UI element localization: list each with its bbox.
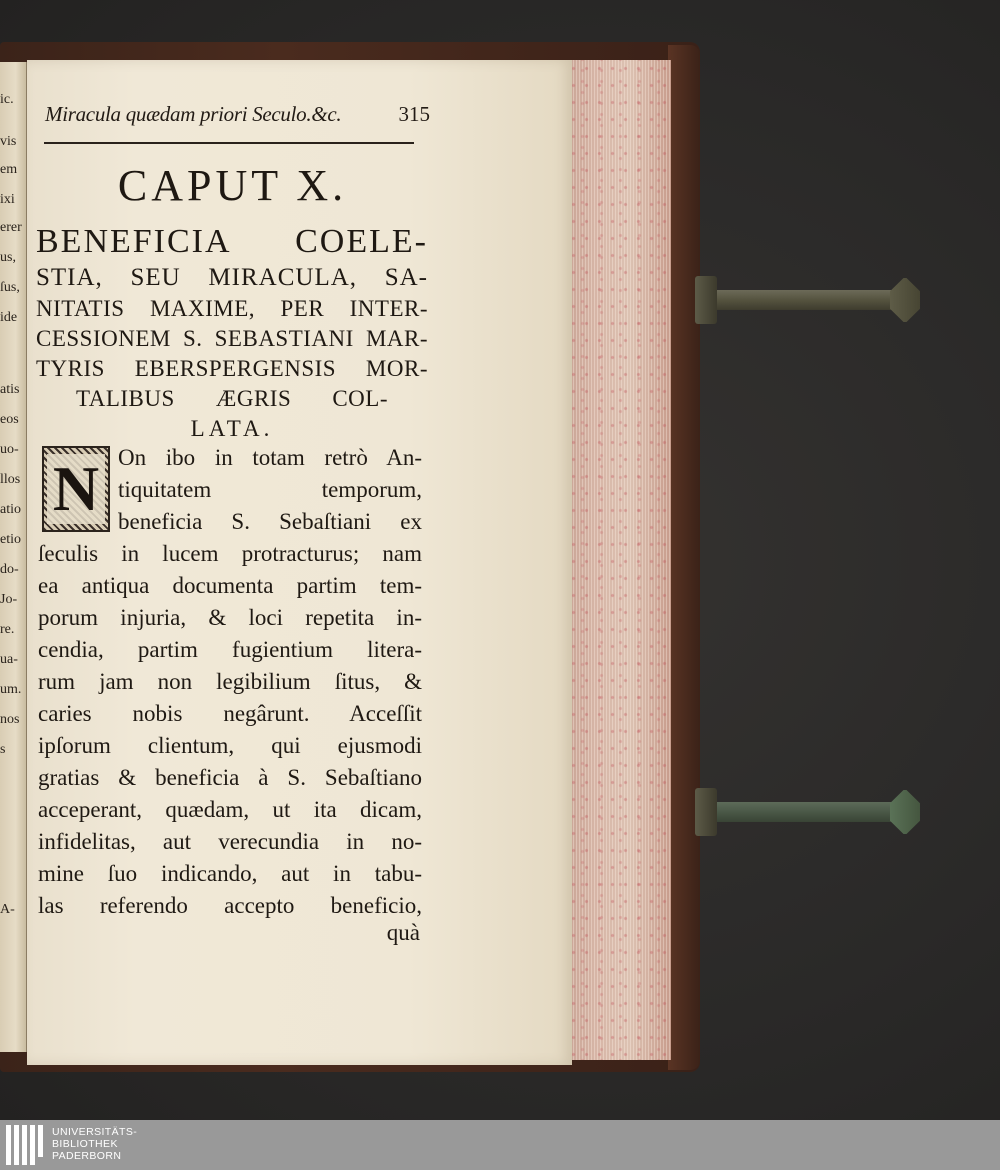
prev-page-fragment: s [0, 742, 6, 757]
page-number: 315 [398, 102, 430, 126]
prev-page-fragment: ſus, [0, 280, 20, 295]
body-line: ea antiqua documenta partim tem- [38, 573, 422, 598]
title-line: TALIBUS ÆGRIS COL- [76, 386, 388, 411]
prev-page-fragment: llos [0, 472, 21, 487]
running-head: Miracula quædam priori Seculo.&c. [45, 102, 342, 126]
logo-line: BIBLIOTHEK [52, 1138, 118, 1150]
body-line: acceperant, quædam, ut ita dicam, [38, 797, 422, 822]
body-line: caries nobis negârunt. Acceſſit [38, 701, 422, 726]
title-line: TYRIS EBERSPERGENSIS MOR- [36, 356, 428, 381]
clasp-hinge [695, 276, 717, 324]
clasp-end [890, 278, 920, 322]
body-text [38, 442, 422, 922]
prev-page-fragment: us, [0, 250, 16, 265]
clasp-end [890, 790, 920, 834]
body-line: tiquitatem temporum, [118, 477, 422, 502]
lower-clasp [695, 788, 930, 838]
clasp-bar [695, 802, 920, 822]
title-line: STIA, SEU MIRACULA, SA- [36, 264, 428, 291]
initial-letter: N [47, 454, 105, 524]
prev-page-fragment: Jo- [0, 592, 18, 607]
prev-page-fragment: atio [0, 502, 21, 517]
body-line: beneficia S. Sebaſtiani ex [118, 509, 422, 534]
prev-page-fragment: vis [0, 134, 17, 149]
prev-page-fragment: ua- [0, 652, 18, 667]
prev-page-fragment: ic. [0, 92, 14, 107]
body-line: rum jam non legibilium ſitus, & [38, 669, 422, 694]
prev-page-fragment: ixi [0, 192, 15, 207]
prev-page-fragment: eos [0, 412, 19, 427]
body-line: cendia, partim fugientium litera- [38, 637, 422, 662]
logo-line: PADERBORN [52, 1150, 122, 1162]
prev-page-fragment: nos [0, 712, 20, 727]
page-header [45, 102, 430, 132]
title-line: BENEFICIA COELE- [36, 223, 428, 260]
logo-line: UNIVERSITÄTS- [52, 1126, 138, 1138]
body-line: porum injuria, & loci repetita in- [38, 605, 422, 630]
prev-page-fragment: atis [0, 382, 20, 397]
back-board-edge [668, 45, 700, 1070]
clasp-hinge [695, 788, 717, 836]
prev-page-fragment: uo- [0, 442, 19, 457]
prev-page-fragment: do- [0, 562, 19, 577]
title-line: LATA. [190, 416, 274, 441]
prev-page-fragment: etio [0, 532, 21, 547]
header-rule [44, 142, 414, 144]
library-footer [0, 1120, 1000, 1170]
prev-page-fragment: em [0, 162, 18, 177]
prev-page-fragment: um. [0, 682, 22, 697]
body-line: ſeculis in lucem protracturus; nam [38, 541, 422, 566]
body-line: ipſorum clientum, qui ejusmodi [38, 733, 422, 758]
library-logo-icon [6, 1125, 48, 1165]
body-line: On ibo in totam retrò An- [118, 445, 422, 470]
prev-page-fragment: re. [0, 622, 15, 637]
body-line: infidelitas, aut verecundia in no- [38, 829, 422, 854]
clasp-bar [695, 290, 920, 310]
chapter-heading: CAPUT X. [117, 161, 348, 210]
library-logo-text [52, 1126, 137, 1162]
prev-page-fragment: A- [0, 902, 15, 917]
title-line: CESSIONEM S. SEBASTIANI MAR- [36, 326, 428, 351]
catchword: quà [386, 920, 420, 945]
body-line: mine ſuo indicando, aut in tabu- [38, 861, 422, 886]
prev-page-fragment: erer [0, 220, 22, 235]
prev-page-fragment: ide [0, 310, 18, 325]
body-line: gratias & beneficia à S. Sebaſtiano [38, 765, 422, 790]
page-block-fore-edge [566, 60, 671, 1060]
upper-clasp [695, 276, 930, 326]
chapter-title [36, 222, 428, 444]
title-line: NITATIS MAXIME, PER INTER- [36, 296, 428, 321]
body-line: las referendo accepto beneficio, [38, 893, 422, 918]
previous-page-sliver [0, 62, 27, 1052]
